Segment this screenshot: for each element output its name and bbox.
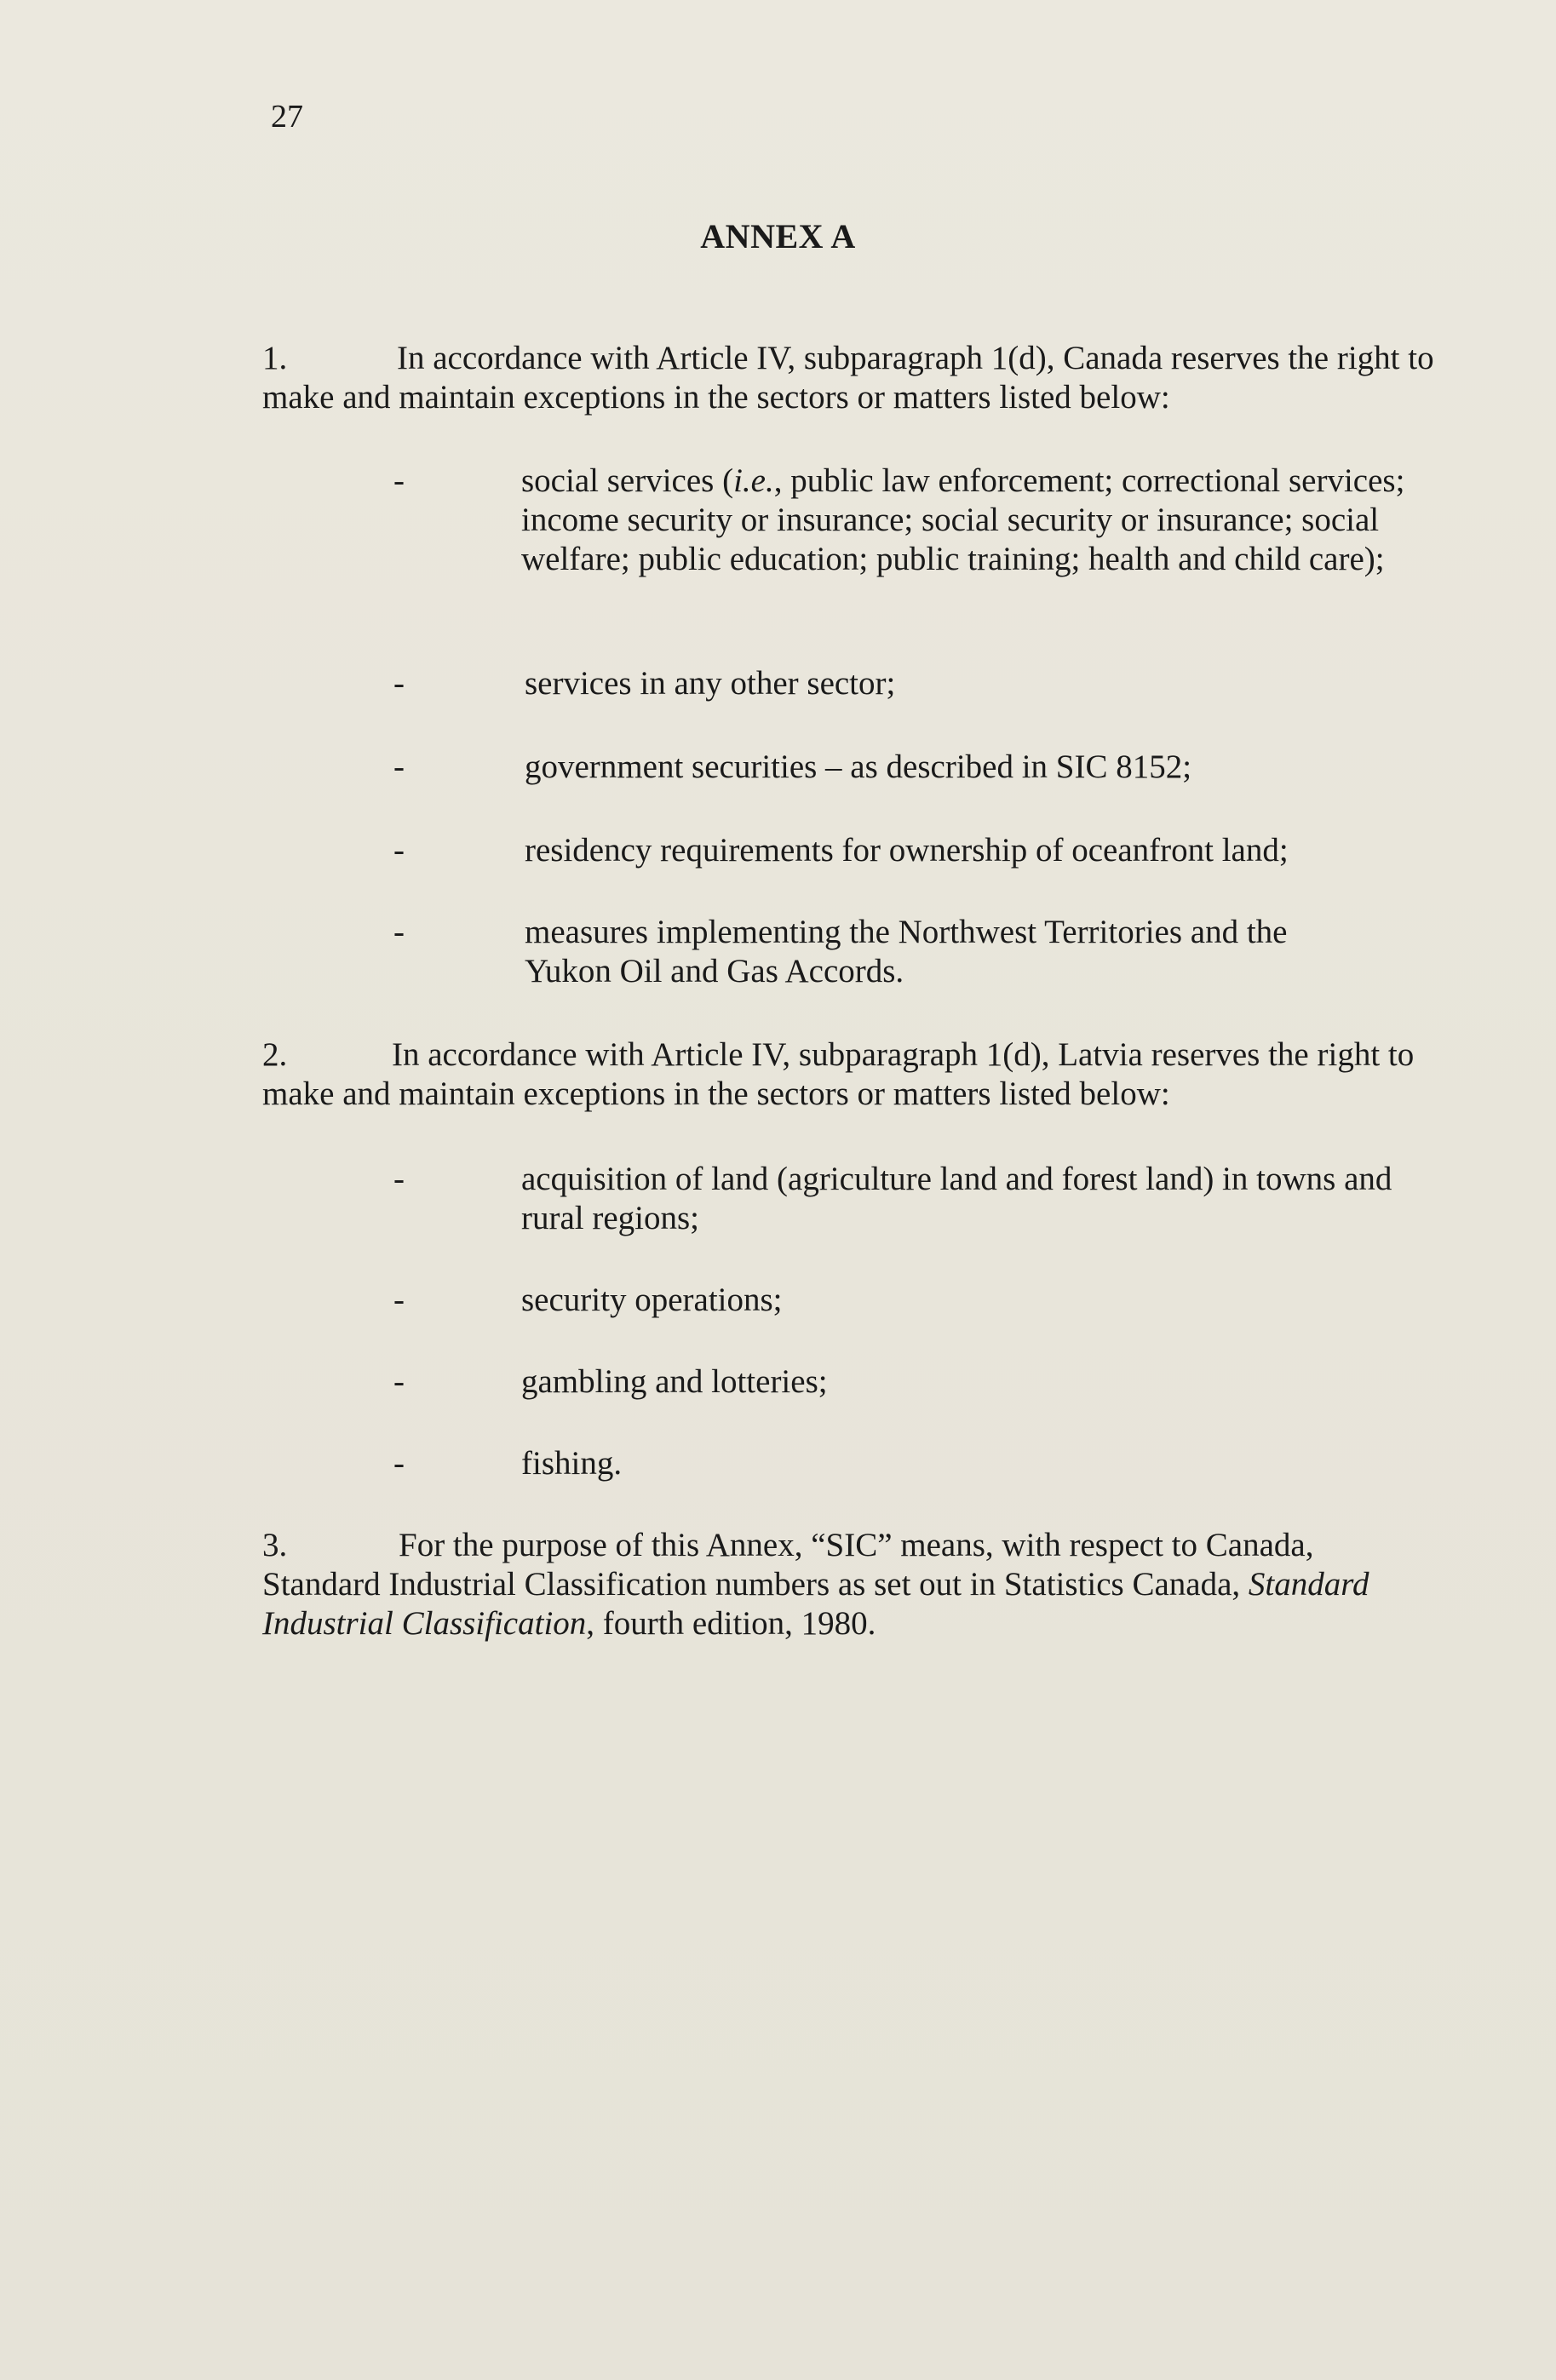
list-dash: - [393, 462, 405, 499]
list-dash: - [393, 1282, 405, 1318]
list-dash: - [393, 748, 405, 785]
paragraph-3-italic: Standard Industrial Classification [262, 1566, 1369, 1642]
paragraph-1 [262, 339, 1446, 417]
list-item-text [521, 462, 1441, 579]
paragraph-3-number: 3. [262, 1527, 288, 1563]
list-dash: - [393, 914, 405, 950]
list-item-text: residency requirements for ownership of oceanfront land; [525, 832, 1289, 869]
list-item-text: security operations; [521, 1282, 783, 1318]
paragraph-3 [262, 1526, 1438, 1643]
paragraph-3-text: For the purpose of this Annex, “SIC” means, with respect to Canada, Standard Industrial Classification numbers as set out in Statistics Canada, [262, 1527, 1314, 1603]
list-dash: - [393, 832, 405, 869]
list-item-italic: i.e. [733, 462, 774, 499]
paragraph-3-tail: , fourth edition, 1980. [586, 1605, 876, 1642]
paragraph-2-text: In accordance with Article IV, subparagraph 1(d), Latvia reserves the right to make and maintain exceptions in the sectors or matters listed below: [262, 1036, 1415, 1112]
paragraph-1-number: 1. [262, 340, 288, 376]
list-item-text-part: social services ( [521, 462, 734, 499]
page-number: 27 [271, 99, 303, 135]
list-dash: - [393, 1161, 405, 1197]
paragraph-2-number: 2. [262, 1036, 288, 1073]
list-item-text: government securities – as described in SIC 8152; [525, 748, 1192, 785]
list-dash: - [393, 1445, 405, 1482]
list-item-text-part: , public law enforcement; correctional services; income security or insurance; social security or insurance; social welfare; public education; public training; health and child care); [521, 462, 1405, 577]
list-dash: - [393, 665, 405, 702]
list-item-text: measures implementing the Northwest Territories and the Yukon Oil and Gas Accords. [525, 914, 1288, 989]
paragraph-2 [262, 1035, 1446, 1114]
paragraph-1-text: In accordance with Article IV, subparagraph 1(d), Canada reserves the right to make and maintain exceptions in the sectors or matters listed below: [262, 340, 1434, 416]
list-item-text: fishing. [521, 1445, 623, 1482]
list-item-text: services in any other sector; [525, 665, 896, 702]
list-item-text: acquisition of land (agriculture land and forest land) in towns and rural regions; [521, 1161, 1392, 1236]
list-item-text: gambling and lotteries; [521, 1363, 828, 1400]
annex-title: ANNEX A [700, 217, 856, 255]
list-dash: - [393, 1363, 405, 1400]
